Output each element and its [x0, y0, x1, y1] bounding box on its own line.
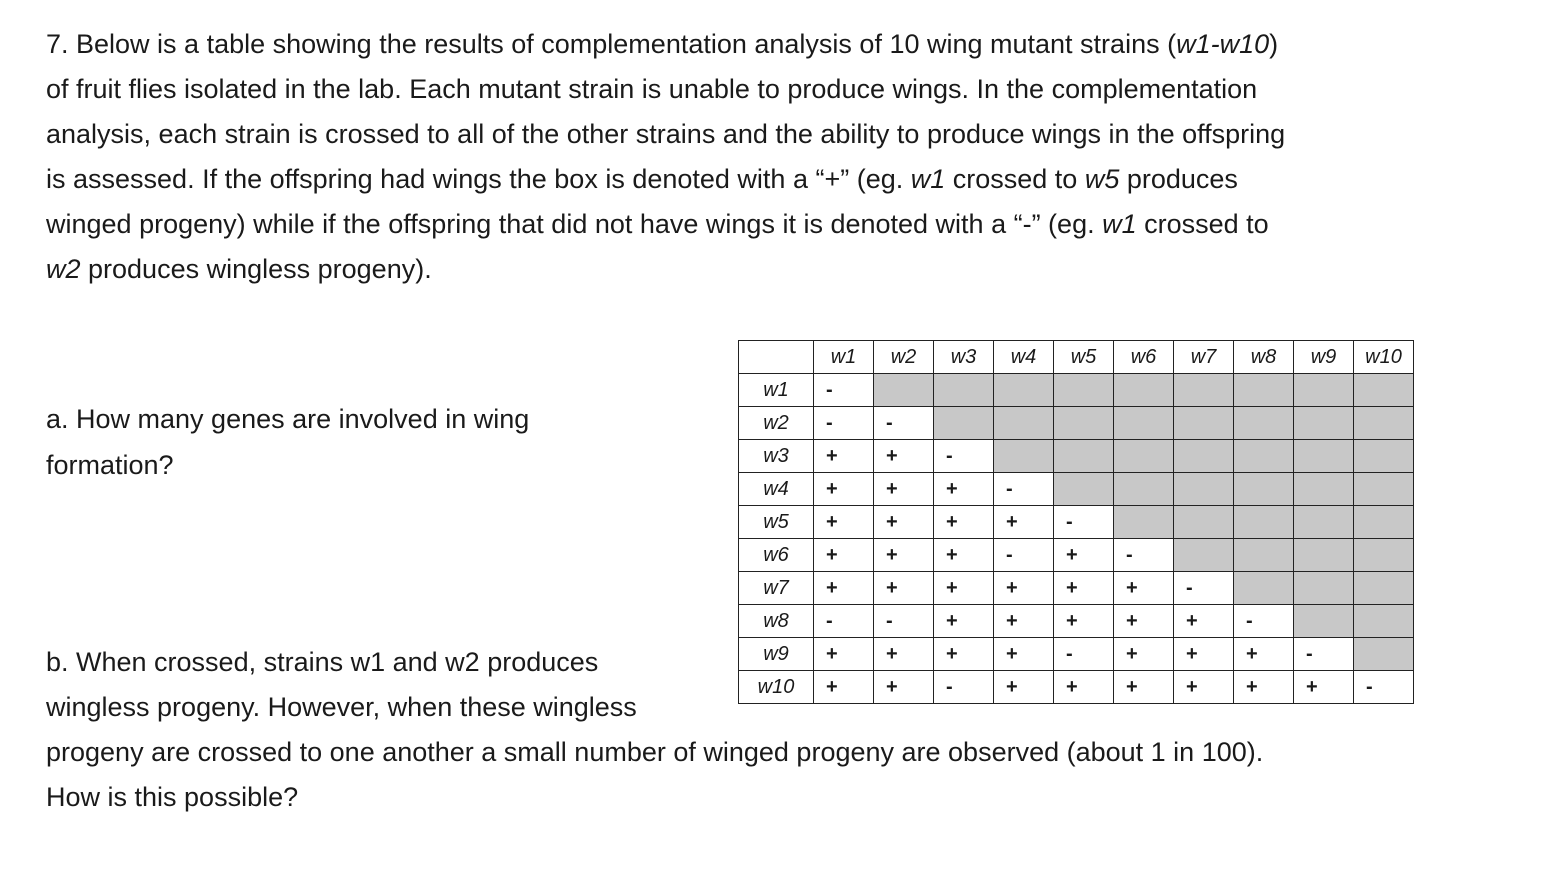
- cross-result-cell: +: [814, 506, 874, 539]
- shaded-cell: [1174, 440, 1234, 473]
- cross-result-cell: -: [1054, 506, 1114, 539]
- cross-result-cell: -: [814, 374, 874, 407]
- table-row: [739, 605, 1414, 638]
- cross-result-cell: +: [1054, 539, 1114, 572]
- cross-result-cell: +: [814, 638, 874, 671]
- shaded-cell: [1234, 440, 1294, 473]
- shaded-cell: [1294, 506, 1354, 539]
- cross-result-cell: +: [1234, 638, 1294, 671]
- cross-result-cell: +: [934, 605, 994, 638]
- shaded-cell: [994, 440, 1054, 473]
- cross-result-cell: +: [994, 572, 1054, 605]
- shaded-cell: [1114, 407, 1174, 440]
- cross-result-cell: -: [874, 605, 934, 638]
- cross-result-cell: +: [934, 572, 994, 605]
- shaded-cell: [1234, 374, 1294, 407]
- question-a: [46, 396, 529, 488]
- cross-result-cell: -: [934, 671, 994, 704]
- cross-result-cell: -: [814, 407, 874, 440]
- row-header-w8: w8: [739, 605, 814, 638]
- shaded-cell: [1294, 572, 1354, 605]
- cross-result-cell: +: [874, 506, 934, 539]
- question-7-intro: [46, 22, 1486, 292]
- cross-result-cell: -: [1174, 572, 1234, 605]
- cross-result-cell: +: [1174, 671, 1234, 704]
- table-corner-cell: [739, 341, 814, 374]
- shaded-cell: [1234, 539, 1294, 572]
- complementation-table: [738, 340, 1414, 704]
- cross-result-cell: -: [814, 605, 874, 638]
- column-header-w6: w6: [1114, 341, 1174, 374]
- shaded-cell: [1174, 473, 1234, 506]
- cross-result-cell: +: [814, 473, 874, 506]
- cross-result-cell: +: [814, 539, 874, 572]
- shaded-cell: [1354, 506, 1414, 539]
- question-b-line-3: progeny are crossed to one another a small number of winged progeny are observed (about 1 in 100).: [46, 737, 1264, 767]
- shaded-cell: [874, 374, 934, 407]
- row-header-w4: w4: [739, 473, 814, 506]
- row-header-w9: w9: [739, 638, 814, 671]
- shaded-cell: [1234, 572, 1294, 605]
- cross-result-cell: +: [934, 506, 994, 539]
- intro-line-5: winged progeny) while if the offspring that did not have wings it is denoted with a “-” (eg. w1 crossed to: [46, 209, 1269, 239]
- row-header-w1: w1: [739, 374, 814, 407]
- intro-line-4: is assessed. If the offspring had wings the box is denoted with a “+” (eg. w1 crossed to w5 produces: [46, 164, 1238, 194]
- shaded-cell: [1054, 374, 1114, 407]
- cross-result-cell: +: [994, 671, 1054, 704]
- question-b-line-4: How is this possible?: [46, 782, 299, 812]
- intro-line-6: w2 produces wingless progeny).: [46, 254, 432, 284]
- shaded-cell: [1234, 473, 1294, 506]
- question-a-line-2: formation?: [46, 450, 174, 480]
- table-row: [739, 539, 1414, 572]
- cross-result-cell: +: [1234, 671, 1294, 704]
- cross-result-cell: +: [874, 440, 934, 473]
- shaded-cell: [1174, 539, 1234, 572]
- shaded-cell: [1354, 374, 1414, 407]
- cross-result-cell: +: [1054, 572, 1114, 605]
- cross-result-cell: +: [994, 506, 1054, 539]
- question-b-part-1: [46, 640, 637, 730]
- shaded-cell: [1054, 407, 1114, 440]
- shaded-cell: [1354, 440, 1414, 473]
- cross-result-cell: -: [1294, 638, 1354, 671]
- cross-result-cell: +: [994, 605, 1054, 638]
- shaded-cell: [1294, 407, 1354, 440]
- table-row: [739, 374, 1414, 407]
- table-header-row: [739, 341, 1414, 374]
- row-header-w6: w6: [739, 539, 814, 572]
- cross-result-cell: -: [1234, 605, 1294, 638]
- intro-line-3: analysis, each strain is crossed to all of the other strains and the ability to produce wings in the offspring: [46, 119, 1286, 149]
- shaded-cell: [1234, 407, 1294, 440]
- question-a-line-1: a. How many genes are involved in wing: [46, 404, 530, 434]
- cross-result-cell: +: [874, 473, 934, 506]
- cross-result-cell: +: [814, 440, 874, 473]
- row-header-w2: w2: [739, 407, 814, 440]
- table-row: [739, 671, 1414, 704]
- cross-result-cell: +: [1294, 671, 1354, 704]
- shaded-cell: [1354, 605, 1414, 638]
- shaded-cell: [1114, 440, 1174, 473]
- cross-result-cell: +: [874, 572, 934, 605]
- shaded-cell: [934, 407, 994, 440]
- cross-result-cell: -: [994, 539, 1054, 572]
- shaded-cell: [1354, 572, 1414, 605]
- cross-result-cell: +: [994, 638, 1054, 671]
- cross-result-cell: +: [934, 539, 994, 572]
- intro-line-1: 7. Below is a table showing the results of complementation analysis of 10 wing mutant strains (w1-w10): [46, 29, 1279, 59]
- table-row: [739, 572, 1414, 605]
- shaded-cell: [1114, 374, 1174, 407]
- intro-line-2: of fruit flies isolated in the lab. Each mutant strain is unable to produce wings. In the complementation: [46, 74, 1258, 104]
- shaded-cell: [1054, 440, 1114, 473]
- row-header-w3: w3: [739, 440, 814, 473]
- column-header-w2: w2: [874, 341, 934, 374]
- shaded-cell: [1174, 506, 1234, 539]
- shaded-cell: [1354, 539, 1414, 572]
- shaded-cell: [1354, 638, 1414, 671]
- cross-result-cell: -: [1114, 539, 1174, 572]
- shaded-cell: [934, 374, 994, 407]
- column-header-w4: w4: [994, 341, 1054, 374]
- cross-result-cell: +: [934, 473, 994, 506]
- cross-result-cell: +: [1114, 572, 1174, 605]
- shaded-cell: [1054, 473, 1114, 506]
- cross-result-cell: +: [814, 572, 874, 605]
- shaded-cell: [1294, 539, 1354, 572]
- column-header-w10: w10: [1354, 341, 1414, 374]
- cross-result-cell: +: [874, 539, 934, 572]
- shaded-cell: [1354, 407, 1414, 440]
- table-row: [739, 473, 1414, 506]
- shaded-cell: [1174, 407, 1234, 440]
- column-header-w1: w1: [814, 341, 874, 374]
- cross-result-cell: +: [1114, 671, 1174, 704]
- question-b-line-1: b. When crossed, strains w1 and w2 produces: [46, 647, 599, 677]
- cross-result-cell: -: [874, 407, 934, 440]
- shaded-cell: [994, 407, 1054, 440]
- cross-result-cell: +: [1114, 638, 1174, 671]
- table-row: [739, 440, 1414, 473]
- column-header-w8: w8: [1234, 341, 1294, 374]
- question-b-part-2: [46, 730, 1263, 820]
- table-row: [739, 407, 1414, 440]
- cross-result-cell: +: [1174, 605, 1234, 638]
- cross-result-cell: +: [814, 671, 874, 704]
- cross-result-cell: +: [874, 671, 934, 704]
- row-header-w5: w5: [739, 506, 814, 539]
- cross-result-cell: +: [1054, 671, 1114, 704]
- cross-result-cell: +: [1114, 605, 1174, 638]
- row-header-w10: w10: [739, 671, 814, 704]
- column-header-w9: w9: [1294, 341, 1354, 374]
- cross-result-cell: -: [994, 473, 1054, 506]
- table-body: [739, 374, 1414, 704]
- column-header-w5: w5: [1054, 341, 1114, 374]
- cross-result-cell: +: [1054, 605, 1114, 638]
- shaded-cell: [994, 374, 1054, 407]
- cross-result-cell: -: [1354, 671, 1414, 704]
- question-b-line-2: wingless progeny. However, when these wingless: [46, 692, 637, 722]
- table-row: [739, 638, 1414, 671]
- shaded-cell: [1294, 440, 1354, 473]
- shaded-cell: [1174, 374, 1234, 407]
- cross-result-cell: -: [1054, 638, 1114, 671]
- shaded-cell: [1114, 506, 1174, 539]
- table-row: [739, 506, 1414, 539]
- shaded-cell: [1294, 374, 1354, 407]
- column-header-w7: w7: [1174, 341, 1234, 374]
- shaded-cell: [1354, 473, 1414, 506]
- shaded-cell: [1114, 473, 1174, 506]
- cross-result-cell: -: [934, 440, 994, 473]
- row-header-w7: w7: [739, 572, 814, 605]
- shaded-cell: [1294, 473, 1354, 506]
- cross-result-cell: +: [874, 638, 934, 671]
- column-header-w3: w3: [934, 341, 994, 374]
- shaded-cell: [1234, 506, 1294, 539]
- cross-result-cell: +: [934, 638, 994, 671]
- shaded-cell: [1294, 605, 1354, 638]
- cross-result-cell: +: [1174, 638, 1234, 671]
